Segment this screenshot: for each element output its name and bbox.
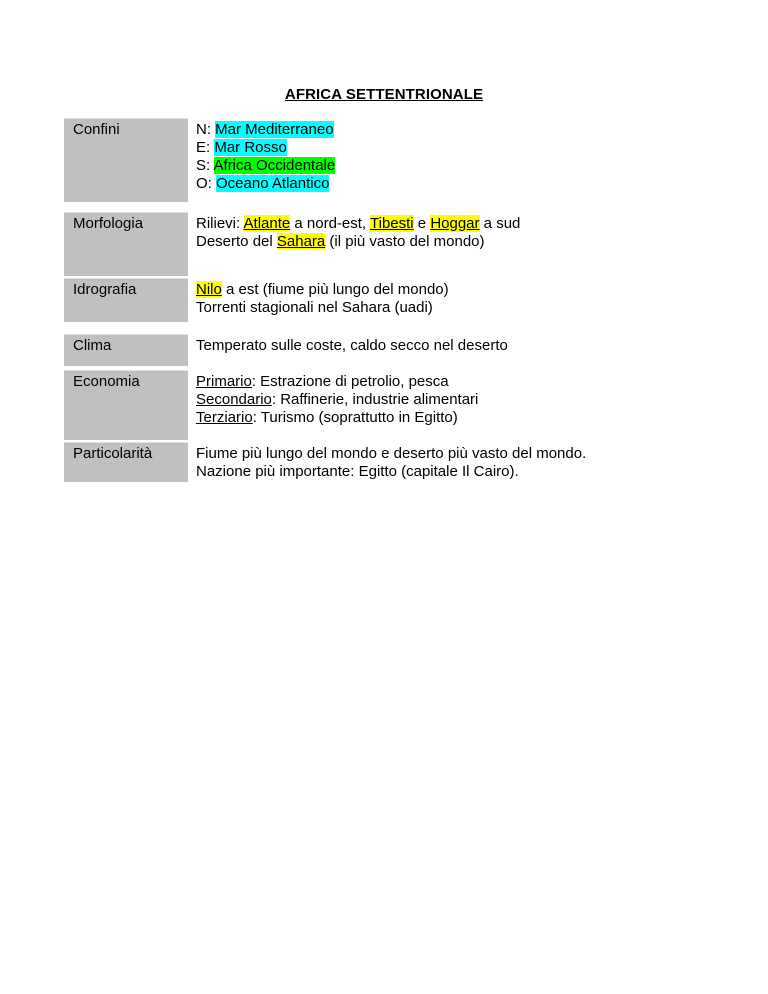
table-row-confini <box>64 118 684 202</box>
highlighted-term: Oceano Atlantico <box>216 175 330 192</box>
text-segment: : Turismo (soprattutto in Egitto) <box>252 409 458 426</box>
table-row-particolarita <box>64 442 684 482</box>
value-line <box>196 233 684 251</box>
highlighted-term: Sahara <box>276 233 326 250</box>
value-line <box>196 121 684 139</box>
text-segment: Nazione più importante: Egitto (capitale Il Cairo). <box>196 463 519 480</box>
row-label-text: Confini <box>73 121 120 138</box>
highlighted-term: Hoggar <box>430 215 480 232</box>
row-label <box>64 212 188 276</box>
row-label <box>64 118 188 202</box>
row-value <box>188 118 684 202</box>
row-label <box>64 334 188 366</box>
value-line <box>196 139 684 157</box>
value-line <box>196 463 684 481</box>
text-segment: O: <box>196 175 217 192</box>
row-label <box>64 370 188 440</box>
value-line <box>196 337 684 355</box>
underlined-term: Primario <box>196 373 252 390</box>
value-line <box>196 157 684 175</box>
text-segment: Deserto del <box>196 233 277 250</box>
text-segment: a est (fiume più lungo del mondo) <box>221 281 449 298</box>
highlighted-term: Atlante <box>243 215 291 232</box>
row-label-text: Economia <box>73 373 140 390</box>
highlighted-term: Mar Mediterraneo <box>215 121 334 138</box>
row-value <box>188 278 684 322</box>
row-label <box>64 442 188 482</box>
highlighted-term: Nilo <box>196 281 222 298</box>
table-row-morfologia <box>64 212 684 276</box>
row-value <box>188 212 684 276</box>
text-segment: E: <box>196 139 215 156</box>
row-label-text: Particolarità <box>73 445 153 462</box>
highlighted-term: Africa Occidentale <box>213 157 336 174</box>
row-label-text: Morfologia <box>73 215 144 232</box>
text-segment: Fiume più lungo del mondo e deserto più vasto del mondo. <box>196 445 587 462</box>
page-title: AFRICA SETTENTRIONALE <box>284 86 484 103</box>
row-value <box>188 334 684 366</box>
text-segment: : Raffinerie, industrie alimentari <box>271 391 479 408</box>
value-line <box>196 175 684 193</box>
text-segment: Rilievi: <box>196 215 244 232</box>
row-label <box>64 278 188 322</box>
highlighted-term: Tibesti <box>370 215 414 232</box>
underlined-term: Secondario <box>196 391 272 408</box>
value-line <box>196 215 684 233</box>
text-segment: : Estrazione di petrolio, pesca <box>251 373 449 390</box>
value-line <box>196 299 684 317</box>
text-segment: Temperato sulle coste, caldo secco nel deserto <box>196 337 508 354</box>
summary-table <box>64 118 684 482</box>
text-segment: (il più vasto del mondo) <box>325 233 485 250</box>
text-segment: e <box>413 215 431 232</box>
value-line <box>196 445 684 463</box>
row-label-text: Idrografia <box>73 281 137 298</box>
text-segment: a nord-est, <box>290 215 370 232</box>
text-segment: Torrenti stagionali nel Sahara (uadi) <box>196 299 433 316</box>
underlined-term: Terziario <box>196 409 253 426</box>
text-segment: S: <box>196 157 214 174</box>
value-line <box>196 391 684 409</box>
row-value <box>188 370 684 440</box>
value-line <box>196 281 684 299</box>
text-segment: N: <box>196 121 216 138</box>
row-value <box>188 442 684 482</box>
text-segment: a sud <box>479 215 521 232</box>
row-label-text: Clima <box>73 337 112 354</box>
highlighted-term: Mar Rosso <box>214 139 287 156</box>
table-row-idrografia <box>64 278 684 322</box>
value-line <box>196 409 684 427</box>
table-row-clima <box>64 334 684 366</box>
table-row-economia <box>64 370 684 440</box>
value-line <box>196 373 684 391</box>
